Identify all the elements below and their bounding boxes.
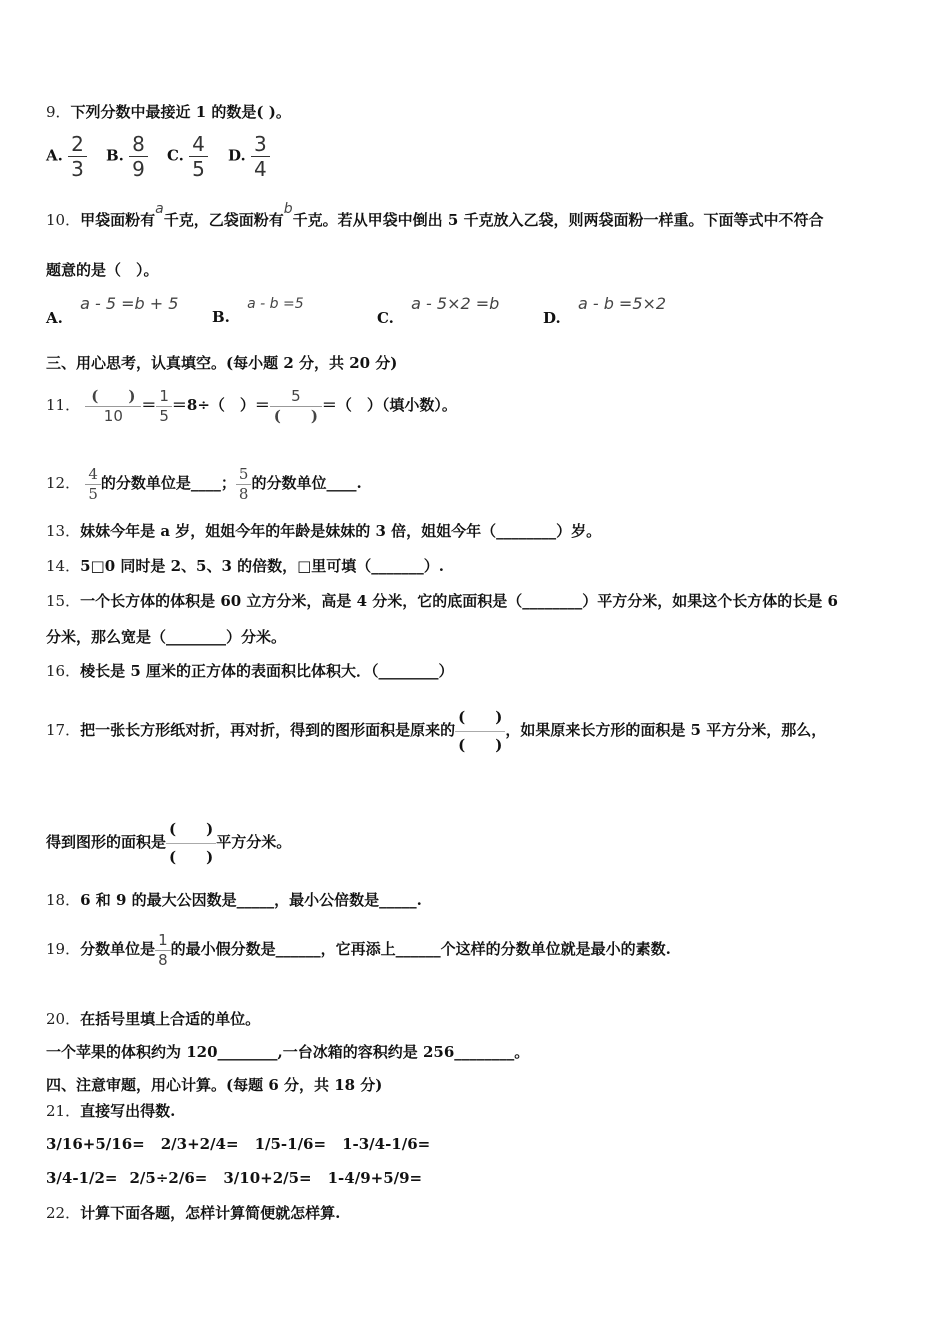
question-text: 把一张长方形纸对折，再对折，得到的图形面积是原来的 xyxy=(80,721,456,739)
question-text: 千克。若从甲袋中倒出 5 千克放入乙袋，则两袋面粉一样重。下面等式中不符合 xyxy=(292,211,824,229)
question-15-line2: 分米，那么宽是（________）分米。 xyxy=(46,628,287,646)
question-text: 下列分数中最接近 1 的数是( )。 xyxy=(70,103,291,121)
calc-item: 1-3/4-1/6= xyxy=(342,1135,431,1153)
denominator: 5 xyxy=(189,156,208,179)
option-a[interactable] xyxy=(46,134,87,179)
question-text: 在括号里填上合适的单位。 xyxy=(80,1010,261,1028)
fraction xyxy=(189,134,208,179)
option-label: C. xyxy=(377,309,394,327)
question-text: 的分数单位____. xyxy=(251,474,362,492)
fraction xyxy=(85,386,141,425)
option-a[interactable] xyxy=(46,294,179,327)
fraction xyxy=(251,134,270,179)
denominator: ( ) xyxy=(270,406,322,424)
denominator: 8 xyxy=(236,484,252,502)
question-text: 一个长方体的体积是 60 立方分米，高是 4 分米，它的底面积是（________）平方分米，如果这个长方体的长是 6 xyxy=(80,592,838,610)
question-number: 13． xyxy=(46,522,81,540)
calc-item: 3/4-1/2= xyxy=(46,1169,118,1187)
numerator-blank[interactable]: ( ) xyxy=(169,819,214,838)
denominator: 4 xyxy=(251,156,270,179)
numerator: 1 xyxy=(159,386,169,405)
question-text: 棱长是 5 厘米的正方体的表面积比体积大．（________） xyxy=(80,662,454,680)
fraction xyxy=(270,386,322,425)
equation: a - b =5 xyxy=(247,296,304,312)
equation: a - 5×2 =b xyxy=(411,294,500,313)
question-text: 6 和 9 的最大公因数是_____，最小公倍数是_____. xyxy=(80,891,422,909)
calc-row-2 xyxy=(46,1168,422,1188)
denominator-blank[interactable]: ( ) xyxy=(166,843,216,865)
section-4-title: 四、注意审题，用心计算。(每题 6 分，共 18 分) xyxy=(46,1076,383,1094)
question-18 xyxy=(46,890,422,910)
question-15 xyxy=(46,591,838,611)
equation: a - b =5×2 xyxy=(577,294,667,313)
option-b[interactable] xyxy=(212,294,304,326)
question-text: 计算下面各题，怎样计算简便就怎样算. xyxy=(80,1204,341,1222)
calc-item: 1-4/9+5/9= xyxy=(327,1169,423,1187)
option-c[interactable] xyxy=(377,294,500,327)
calc-row-1 xyxy=(46,1134,430,1154)
question-21 xyxy=(46,1101,175,1121)
option-c[interactable] xyxy=(167,134,208,179)
option-label: D. xyxy=(228,146,246,165)
equation: a - 5 =b + 5 xyxy=(80,294,179,313)
fraction xyxy=(85,464,101,503)
question-16 xyxy=(46,661,453,681)
calc-item: 2/5÷2/6= xyxy=(129,1169,208,1187)
question-number: 21． xyxy=(46,1102,81,1120)
denominator-blank[interactable]: ( ) xyxy=(455,731,505,753)
option-label: C. xyxy=(167,146,184,165)
question-11 xyxy=(46,380,457,430)
question-number: 18． xyxy=(46,891,81,909)
option-label: D. xyxy=(543,309,561,327)
denominator: 9 xyxy=(129,156,148,179)
variable-b: b xyxy=(283,201,293,217)
question-text: 分数单位是 xyxy=(80,940,156,958)
fraction xyxy=(68,134,87,179)
question-number: 15． xyxy=(46,592,81,610)
option-label: B. xyxy=(106,146,124,165)
question-13 xyxy=(46,521,601,541)
question-text: 的最小假分数是______，它再添上______个这样的分数单位就是最小的素数. xyxy=(170,940,671,958)
variable-a: a xyxy=(155,201,164,217)
fraction xyxy=(156,386,172,425)
question-number: 10． xyxy=(46,211,81,229)
fraction xyxy=(129,134,148,179)
question-number: 12． xyxy=(46,474,81,492)
question-text: 甲袋面粉有 xyxy=(80,211,156,229)
calc-item: 1/5-1/6= xyxy=(254,1135,327,1153)
question-text: ＝（ ）（填小数）。 xyxy=(321,396,457,414)
denominator: 3 xyxy=(68,156,87,179)
option-label: A. xyxy=(46,309,63,327)
denominator: 5 xyxy=(85,484,101,502)
question-text: 得到图形的面积是 xyxy=(46,833,167,851)
section-3-title: 三、用心思考，认真填空。(每小题 2 分，共 20 分) xyxy=(46,354,398,372)
numerator-blank[interactable]: ( ) xyxy=(458,707,503,726)
answer-fraction-blank[interactable] xyxy=(166,819,216,866)
numerator: 4 xyxy=(88,464,98,483)
question-number: 16． xyxy=(46,662,81,680)
numerator: 5 xyxy=(291,386,301,405)
denominator: 5 xyxy=(156,406,172,424)
calc-item: 2/3+2/4= xyxy=(160,1135,239,1153)
question-text: 千克，乙袋面粉有 xyxy=(163,211,284,229)
question-12 xyxy=(46,460,362,506)
option-d[interactable] xyxy=(228,134,270,179)
question-number: 11． xyxy=(46,396,81,414)
question-10 xyxy=(46,201,824,231)
question-number: 17． xyxy=(46,721,81,739)
question-9 xyxy=(46,102,291,122)
numerator: 8 xyxy=(132,132,145,156)
option-d[interactable] xyxy=(543,294,667,327)
question-10-line2: 题意的是（ ）。 xyxy=(46,261,159,279)
question-text: ＝8÷（ ）＝ xyxy=(171,396,270,414)
numerator: 2 xyxy=(71,132,84,156)
option-label: B. xyxy=(212,308,230,326)
question-text: 5□0 同时是 2、5、3 的倍数，□里可填（_______）. xyxy=(80,557,445,575)
question-text: 妹妹今年是 a 岁，姐姐今年的年龄是妹妹的 3 倍，姐姐今年（________）岁。 xyxy=(80,522,602,540)
numerator: 4 xyxy=(192,132,205,156)
question-number: 19． xyxy=(46,940,81,958)
question-text: 平方分米。 xyxy=(216,833,292,851)
fraction xyxy=(155,930,171,969)
question-19 xyxy=(46,924,671,974)
option-b[interactable] xyxy=(106,134,148,179)
denominator: 10 xyxy=(85,406,141,424)
question-text: ，如果原来长方形的面积是 5 平方分米，那么， xyxy=(505,721,827,739)
numerator: 5 xyxy=(238,464,249,483)
question-17-line2 xyxy=(46,806,291,878)
question-number: 14． xyxy=(46,557,81,575)
question-20 xyxy=(46,1009,260,1029)
question-text: 的分数单位是____； xyxy=(100,474,236,492)
option-label: A. xyxy=(46,146,63,165)
question-number: 9． xyxy=(46,103,71,121)
numerator: ( ) xyxy=(91,386,136,405)
calc-item: 3/16+5/16= xyxy=(46,1135,145,1153)
equals-sign: ＝ xyxy=(141,396,157,414)
question-20-line2: 一个苹果的体积约为 120________,一台冰箱的容积约是 256________。 xyxy=(46,1043,530,1061)
denominator: 8 xyxy=(155,950,171,968)
question-14 xyxy=(46,556,444,576)
question-number: 22． xyxy=(46,1204,81,1222)
question-17 xyxy=(46,694,826,766)
question-text: 直接写出得数. xyxy=(80,1102,176,1120)
fraction xyxy=(236,464,252,503)
answer-fraction-blank[interactable] xyxy=(455,707,505,754)
numerator: 1 xyxy=(158,930,168,949)
calc-item: 3/10+2/5= xyxy=(223,1169,312,1187)
question-number: 20． xyxy=(46,1010,81,1028)
question-22 xyxy=(46,1203,340,1223)
numerator: 3 xyxy=(253,132,267,156)
